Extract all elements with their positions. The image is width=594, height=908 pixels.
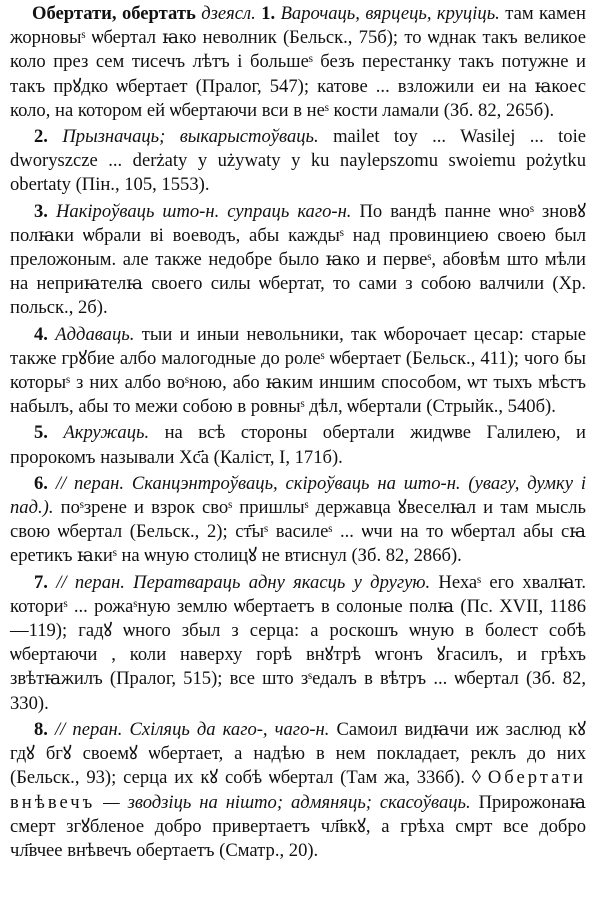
sense-number: 5. bbox=[34, 422, 48, 444]
sense-definition: Акружаць. bbox=[47, 422, 150, 444]
sense-definition: Накіроўваць што-н. супраць каго-н. bbox=[47, 200, 352, 222]
sense-citations: Самоил видꙗчи иж заслюд кꙋ гдꙋ бгꙋ своемꙋ ѡбертает, а надѣю в нем покладает, реклъ до них (Бельск., 93); серца их кꙋ собѣ ѡбертал (Там жа, 336б). ◊ bbox=[10, 718, 587, 789]
sense-citations: mailet toy ... Wasilej ... toie dworyszcze ... derżaty y używaty y ku naylepszomu swoiemu pożytku obertaty (Пін., 105, 1553). bbox=[10, 126, 586, 196]
sense-definition: Варочаць, вярцець, круціць. bbox=[275, 3, 500, 24]
sense-number: 3. bbox=[34, 200, 48, 222]
phrase-definition: — зводзіць на нішто; адмяняць; скасоўваць. bbox=[95, 791, 471, 813]
sense-number: 2. bbox=[34, 126, 48, 148]
sense-number: 7. bbox=[34, 571, 48, 593]
sense-citations: на всѣ стороны обертали жидѡве Галилею, и пророкомъ называли Хс҃а (Каліст, I, 171б). bbox=[10, 422, 586, 468]
entry-sense-6 bbox=[10, 472, 586, 569]
sense-citations: поˢзрене и взрок своˢ пришлыˢ державца ꙋвеселꙗл и там мысль свою ѡбертал (Бельск., 2); ст҃ыˢ василеˢ ... ѡчи на то ѡбертал абы сꙗ еретикъ ꙗкиˢ на ѡную столицꙋ не втиснул (Зб. 82, 286б). bbox=[10, 497, 586, 567]
sense-number: 8. bbox=[34, 718, 48, 740]
entry-sense-5 bbox=[10, 421, 586, 469]
entry-sense-2 bbox=[10, 125, 586, 198]
sense-definition: Прызначаць; выкарыстоўваць. bbox=[47, 126, 319, 148]
entry-sense-4 bbox=[10, 323, 586, 420]
entry-sense-3 bbox=[10, 200, 586, 321]
entry-sense-1 bbox=[10, 2, 586, 123]
sense-definition: // перан. Сканцэнтроўваць, скіроўваць на што-н. (увагу, думку і пад.). bbox=[10, 472, 586, 519]
phrase-citations: Прирожонаꙗ смерт згꙋбленое добро привертаетъ чл҃вкꙋ, а грѣха смрт все добро чл҃вчее внѣвечъ обертаетъ (Сматр., 20). bbox=[10, 791, 586, 861]
sense-citations: там камен жорновыˢ ѡбертал ꙗко неволник (Бельск., 75б); то ѡднак такъ великое коло през сем тисечъ лѣтъ і большеˢ безъ перестанку такъ потужне и такъ прꙋдко ѡбертает (Пралог, 547); катове ... взложили еи на ꙗкоес коло, на котором ей ѡбертаючи вси в неˢ кости ламали (Зб. 82, 265б). bbox=[10, 3, 586, 121]
sense-definition: // перан. Ператвараць адну якасць у другую. bbox=[47, 571, 431, 593]
sense-definition: // перан. Схіляць да каго-, чаго-н. bbox=[47, 718, 330, 740]
part-of-speech: дзеясл. bbox=[195, 3, 256, 24]
entry-sense-8 bbox=[10, 718, 586, 863]
phrase-headword: Обертати внѣвечъ bbox=[10, 767, 586, 813]
sense-number: 1. bbox=[255, 3, 276, 24]
sense-number: 6. bbox=[34, 472, 48, 494]
sense-number: 4. bbox=[34, 323, 48, 345]
sense-citations: Нехаˢ его хвалꙗт. коториˢ ... рожаˢную землю ѡбертаетъ в солоные полꙗ (Пс. XVII, 1186—119); гадꙋ ѡного збыл з серца: а роскошъ ѡную в болест собѣ ѡбертаючи , коли наверху горѣ внꙋтрѣ ѡгонъ ꙋгасилъ, и грѣхъ звѣтꙗжилъ (Пралог, 515); все што зˢедалъ в вѣтръ ... ѡбертал (Зб. 82, 330). bbox=[10, 571, 586, 714]
entry-sense-7 bbox=[10, 571, 586, 716]
sense-citations: тыи и иныи невольники, так ѡборочает цесар: старые также грꙋбие албо малогодные до ролеˢ ѡбертает (Бельск., 411); чого бы которыˢ з них албо воˢною, або ꙗким иншим способом, ѡт тыхъ мѣстъ набылъ, абы то межи собою в ровныˢ дѣл, ѡбертали (Стрыйк., 540б). bbox=[10, 323, 587, 418]
headword: Обертати, обертать bbox=[32, 3, 196, 24]
sense-definition: Аддаваць. bbox=[47, 323, 135, 345]
sense-citations: По вандѣ панне ѡноˢ зновꙋ полꙗки ѡбрали ві воеводъ, абы каждыˢ над провинциею своею был преложоным. але также недобре было ꙗко и первеˢ, абовѣм што мѣли на неприꙗтелꙗ своего силы ѡбертат, то сами з собою валчили (Хр. польск., 2б). bbox=[10, 200, 586, 319]
